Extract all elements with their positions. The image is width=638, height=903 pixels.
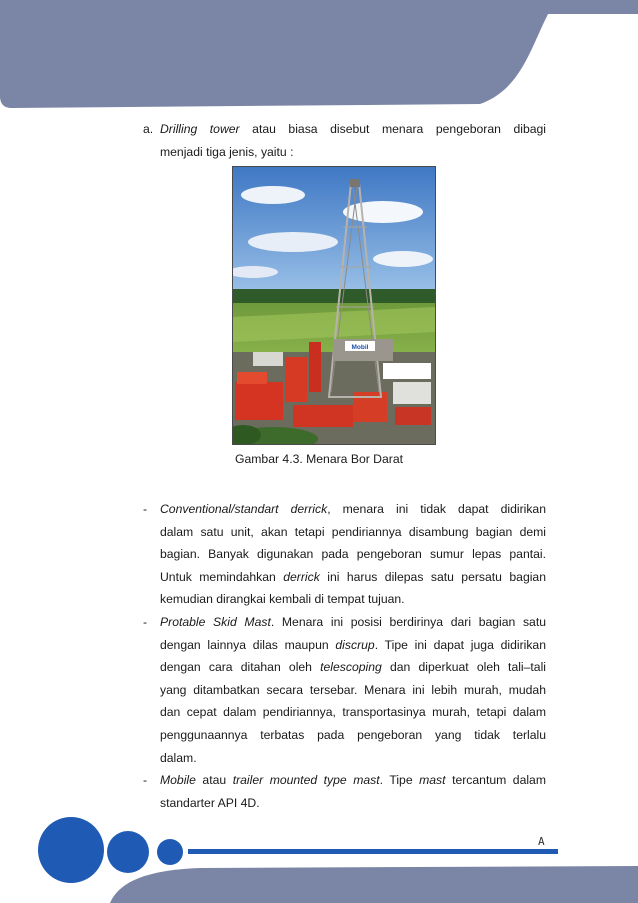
text-segment: , menara ini tidak dapat didirikan bbox=[327, 502, 546, 516]
bullet-item-mobile-mast bbox=[160, 769, 546, 814]
text-segment: standarter API 4D. bbox=[160, 795, 260, 810]
text-line bbox=[160, 701, 546, 724]
footer-circle-medium bbox=[107, 831, 149, 873]
rig-sign-text: Mobil bbox=[351, 344, 369, 351]
text-segment: dengan lainnya dilas maupun bbox=[160, 637, 336, 652]
page-letter: A bbox=[538, 835, 545, 848]
text-line bbox=[160, 498, 546, 521]
italic-term: Conventional/standart derrick bbox=[160, 502, 328, 516]
bullet-dash-3: - bbox=[143, 773, 148, 787]
text-line bbox=[160, 543, 546, 566]
text-segment: yang ditambatkan secara tersebar. Menara ini lebih murah, mudah bbox=[160, 682, 546, 697]
text-segment: dan cepat dalam pendiriannya, transportasinya murah, tetapi dalam bbox=[160, 705, 546, 720]
text-segment: Untuk memindahkan bbox=[160, 569, 284, 584]
bullet-dash-1: - bbox=[143, 502, 148, 516]
term-drilling-tower: Drilling tower bbox=[160, 122, 240, 136]
italic-term: mast bbox=[419, 773, 446, 787]
footer-circle-small bbox=[157, 839, 183, 865]
text-segment: dan diperkuat oleh tali–tali bbox=[381, 660, 546, 675]
figure-caption: Gambar 4.3. Menara Bor Darat bbox=[235, 452, 403, 466]
text-segment: atau bbox=[195, 773, 233, 787]
bullet-dash-2: - bbox=[143, 615, 148, 629]
text-line bbox=[160, 679, 546, 702]
bullet-item-conventional-derrick bbox=[160, 498, 546, 611]
italic-term: discrup bbox=[335, 637, 375, 652]
text-segment: dengan cara ditahan oleh bbox=[160, 660, 321, 675]
italic-term: Mobile bbox=[160, 773, 196, 787]
text-line bbox=[160, 656, 546, 679]
text-segment: . Menara ini posisi berdirinya dari bagian satu bbox=[270, 615, 546, 629]
text-line bbox=[160, 724, 546, 747]
header-band-shape bbox=[0, 0, 638, 108]
list-marker-a: a. bbox=[143, 122, 154, 136]
intro-paragraph: Drilling tower atau biasa disebut menara pengeboran dibagi menjadi tiga jenis, yaitu : bbox=[160, 122, 546, 159]
text-line bbox=[160, 588, 546, 611]
text-segment: bagian. Banyak digunakan pada pengeboran sumur lepas pantai. bbox=[160, 547, 546, 562]
text-segment: dalam satu unit, akan tetapi pendiriannya disambung bagian demi bbox=[160, 524, 546, 539]
text-segment: kemudian dirangkai kembali di tempat tujuan. bbox=[160, 592, 405, 607]
text-segment: penggunaannya terbatas pada pengeboran yang tidak terlalu bbox=[160, 727, 546, 742]
footer-band-shape bbox=[110, 866, 638, 903]
drilling-rig-photo bbox=[232, 166, 436, 445]
text-line bbox=[160, 747, 546, 770]
italic-term: Protable Skid Mast bbox=[160, 615, 271, 629]
italic-term: trailer mounted type mast bbox=[232, 773, 380, 787]
text-line bbox=[160, 769, 546, 792]
italic-term: telescoping bbox=[320, 660, 382, 675]
footer-circle-large bbox=[38, 817, 104, 883]
footer-rule bbox=[188, 849, 558, 854]
text-line bbox=[160, 634, 546, 657]
text-segment: tercantum dalam bbox=[445, 773, 546, 787]
text-line bbox=[160, 611, 546, 634]
text-segment: dalam. bbox=[160, 750, 197, 765]
italic-term: derrick bbox=[283, 569, 320, 584]
bullet-item-portable-skid-mast bbox=[160, 611, 546, 769]
text-segment: . Tipe ini dapat juga didirikan bbox=[374, 637, 546, 652]
text-line bbox=[160, 521, 546, 544]
text-line bbox=[160, 566, 546, 589]
text-segment: . Tipe bbox=[379, 773, 420, 787]
header-decoration bbox=[0, 0, 638, 120]
footer-decoration bbox=[0, 810, 638, 903]
text-segment: ini harus dilepas satu persatu bagian bbox=[319, 569, 546, 584]
